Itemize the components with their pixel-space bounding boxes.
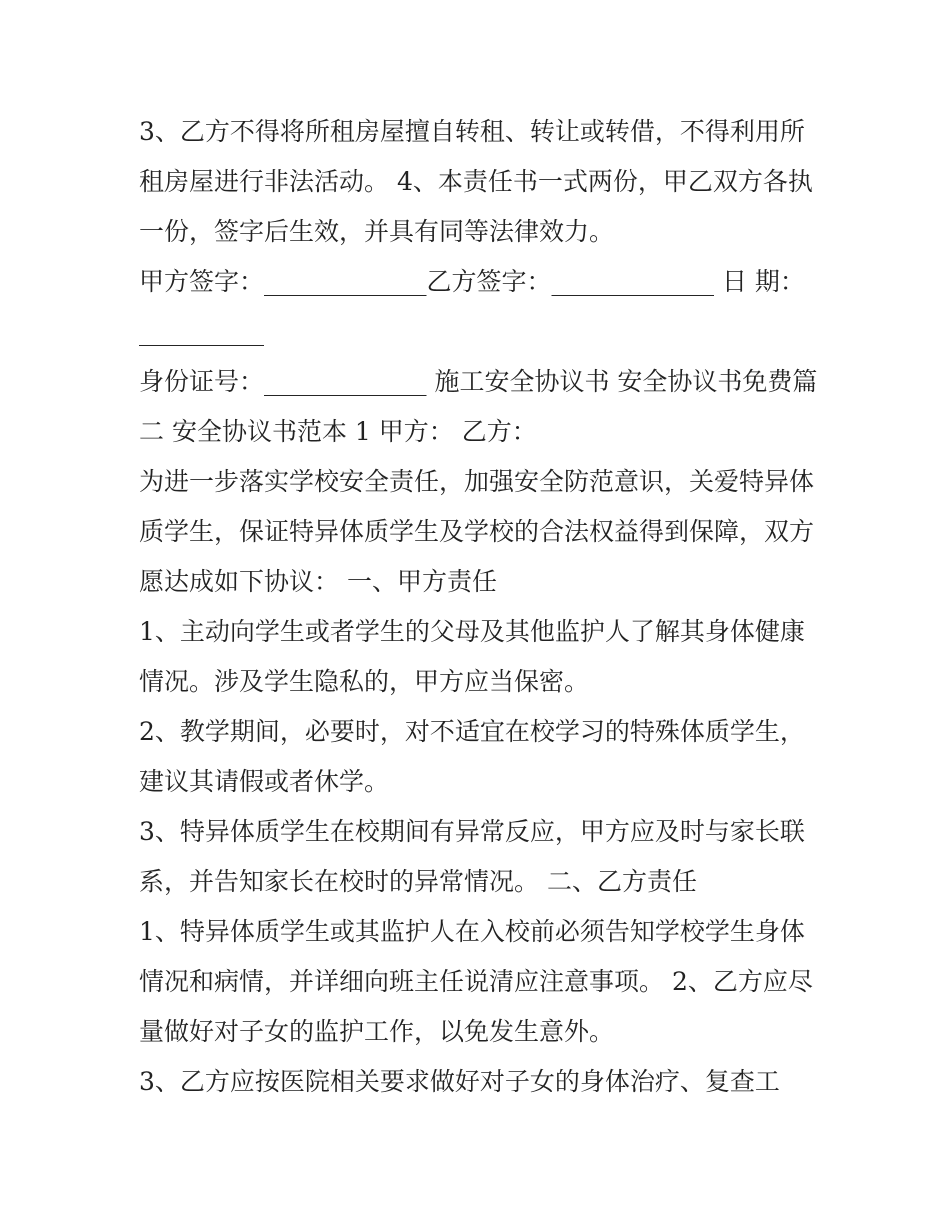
text-line: 3、乙方不得将所租房屋擅自转租、转让或转借，不得利用所 [139, 117, 805, 146]
text-line: 3、乙方应按医院相关要求做好对子女的身体治疗、复查工 [139, 1067, 780, 1096]
text-line: 情况。涉及学生隐私的，甲方应当保密。 [139, 667, 590, 696]
text-line: 3、特异体质学生在校期间有异常反应，甲方应及时与家长联 [139, 817, 805, 846]
text-line: 1、特异体质学生或其监护人在入校前必须告知学校学生身体 [139, 917, 805, 946]
text-line: 2、教学期间，必要时，对不适宜在校学习的特殊体质学生， [139, 717, 805, 746]
date-blank-line: __________ [139, 317, 264, 346]
text-line: 质学生，保证特异体质学生及学校的合法权益得到保障，双方 [139, 517, 815, 546]
text-line: 二 安全协议书范本 1 甲方： 乙方： [139, 417, 537, 446]
text-line: 量做好对子女的监护工作，以免发生意外。 [139, 1017, 615, 1046]
text-line: 一份，签字后生效，并具有同等法律效力。 [139, 217, 615, 246]
text-line: 建议其请假或者休学。 [139, 767, 390, 796]
text-line: 为进一步落实学校安全责任，加强安全防范意识，关爱特异体 [139, 467, 815, 496]
text-line: 愿达成如下协议： 一、甲方责任 [139, 567, 497, 596]
text-line: 情况和病情，并详细向班主任说清应注意事项。 2、乙方应尽 [139, 967, 813, 996]
text-line: 1、主动向学生或者学生的父母及其他监护人了解其身体健康 [139, 617, 805, 646]
text-line: 租房屋进行非法活动。 4、本责任书一式两份，甲乙双方各执 [139, 167, 813, 196]
signature-line: 甲方签字：_____________乙方签字：_____________ 日 期： [139, 267, 805, 296]
text-line: 系，并告知家长在校时的异常情况。 二、乙方责任 [139, 867, 697, 896]
id-number-line: 身份证号：_____________ 施工安全协议书 安全协议书免费篇 [139, 367, 818, 396]
document-body [139, 107, 819, 1107]
